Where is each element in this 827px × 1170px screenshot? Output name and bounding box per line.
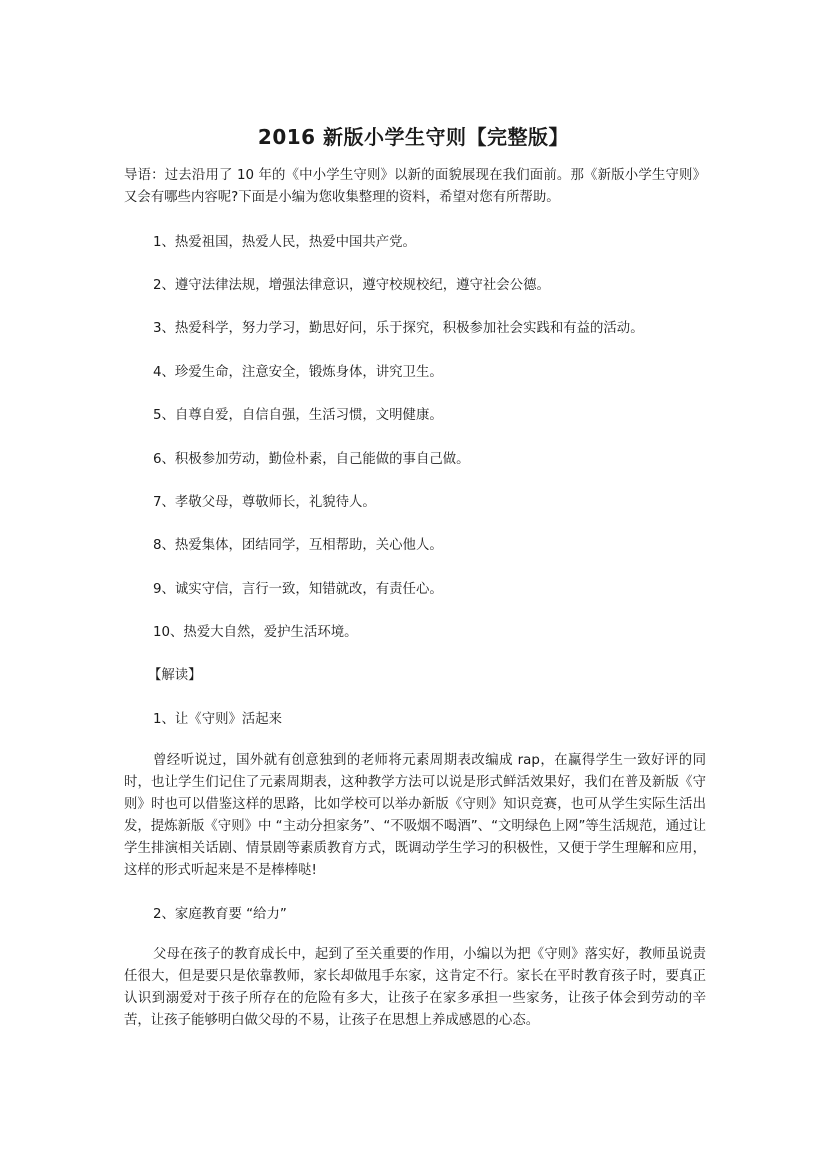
rule-item-6: 6、积极参加劳动，勤俭朴素，自己能做的事自己做。 bbox=[153, 452, 470, 467]
section2-title: 2、家庭教育要 “给力” bbox=[153, 907, 287, 922]
rule-item-1: 1、热爱祖国，热爱人民，热爱中国共产党。 bbox=[153, 235, 416, 250]
intro-paragraph: 导语：过去沿用了 10 年的《中小学生守则》以新的面貌展现在我们面前。那《新版小学生守则》又会有哪些内容呢?下面是小编为您收集整理的资料，希望对您有所帮助。 bbox=[124, 168, 706, 205]
page-title: 2016 新版小学生守则【完整版】 bbox=[257, 125, 570, 149]
section2-body: 父母在孩子的教育成长中，起到了至关重要的作用，小编以为把《守则》落实好，教师虽说责任很大，但是要只是依靠教师，家长却做甩手东家，这肯定不行。家长在平时教育孩子时，要真正认识到溺爱对于孩子所存在的危险有多大，让孩子在家多承担一些家务，让孩子体会到劳动的辛苦，让孩子能够明白做父母的不易，让孩子在思想上养成感恩的心态。 bbox=[124, 947, 706, 1028]
section1-title: 1、让《守则》活起来 bbox=[153, 712, 283, 727]
rule-item-4: 4、珍爱生命，注意安全，锻炼身体，讲究卫生。 bbox=[153, 365, 443, 380]
section1-body: 曾经听说过，国外就有创意独到的老师将元素周期表改编成 rap，在赢得学生一致好评的同时，也让学生们记住了元素周期表，这种教学方法可以说是形式鲜活效果好，我们在普及新版《守则》时也可以借鉴这样的思路，比如学校可以举办新版《守则》知识竞赛，也可从学生实际生活出发，提炼新版《守则》中 “主动分担家务”、“不吸烟不喝酒”、“文明绿色上网”等生活规范，通过让学生排演相关话剧、情景剧等素质教育方式，既调动学生学习的积极性，又便于学生理解和应用，这样的形式听起来是不是棒棒哒! bbox=[124, 753, 706, 878]
rule-item-2: 2、遵守法律法规，增强法律意识，遵守校规校纪，遵守社会公德。 bbox=[153, 278, 550, 293]
rule-item-9: 9、诚实守信，言行一致，知错就改，有责任心。 bbox=[153, 582, 443, 597]
rule-item-10: 10、热爱大自然，爱护生活环境。 bbox=[153, 625, 358, 640]
rule-item-3: 3、热爱科学，努力学习，勤思好问，乐于探究，积极参加社会实践和有益的活动。 bbox=[153, 321, 644, 336]
rule-item-8: 8、热爱集体，团结同学，互相帮助，关心他人。 bbox=[153, 538, 443, 553]
interpretation-heading: 【解读】 bbox=[148, 668, 202, 683]
rule-item-5: 5、自尊自爱，自信自强，生活习惯，文明健康。 bbox=[153, 408, 443, 423]
rule-item-7: 7、孝敬父母，尊敬师长，礼貌待人。 bbox=[153, 495, 376, 510]
